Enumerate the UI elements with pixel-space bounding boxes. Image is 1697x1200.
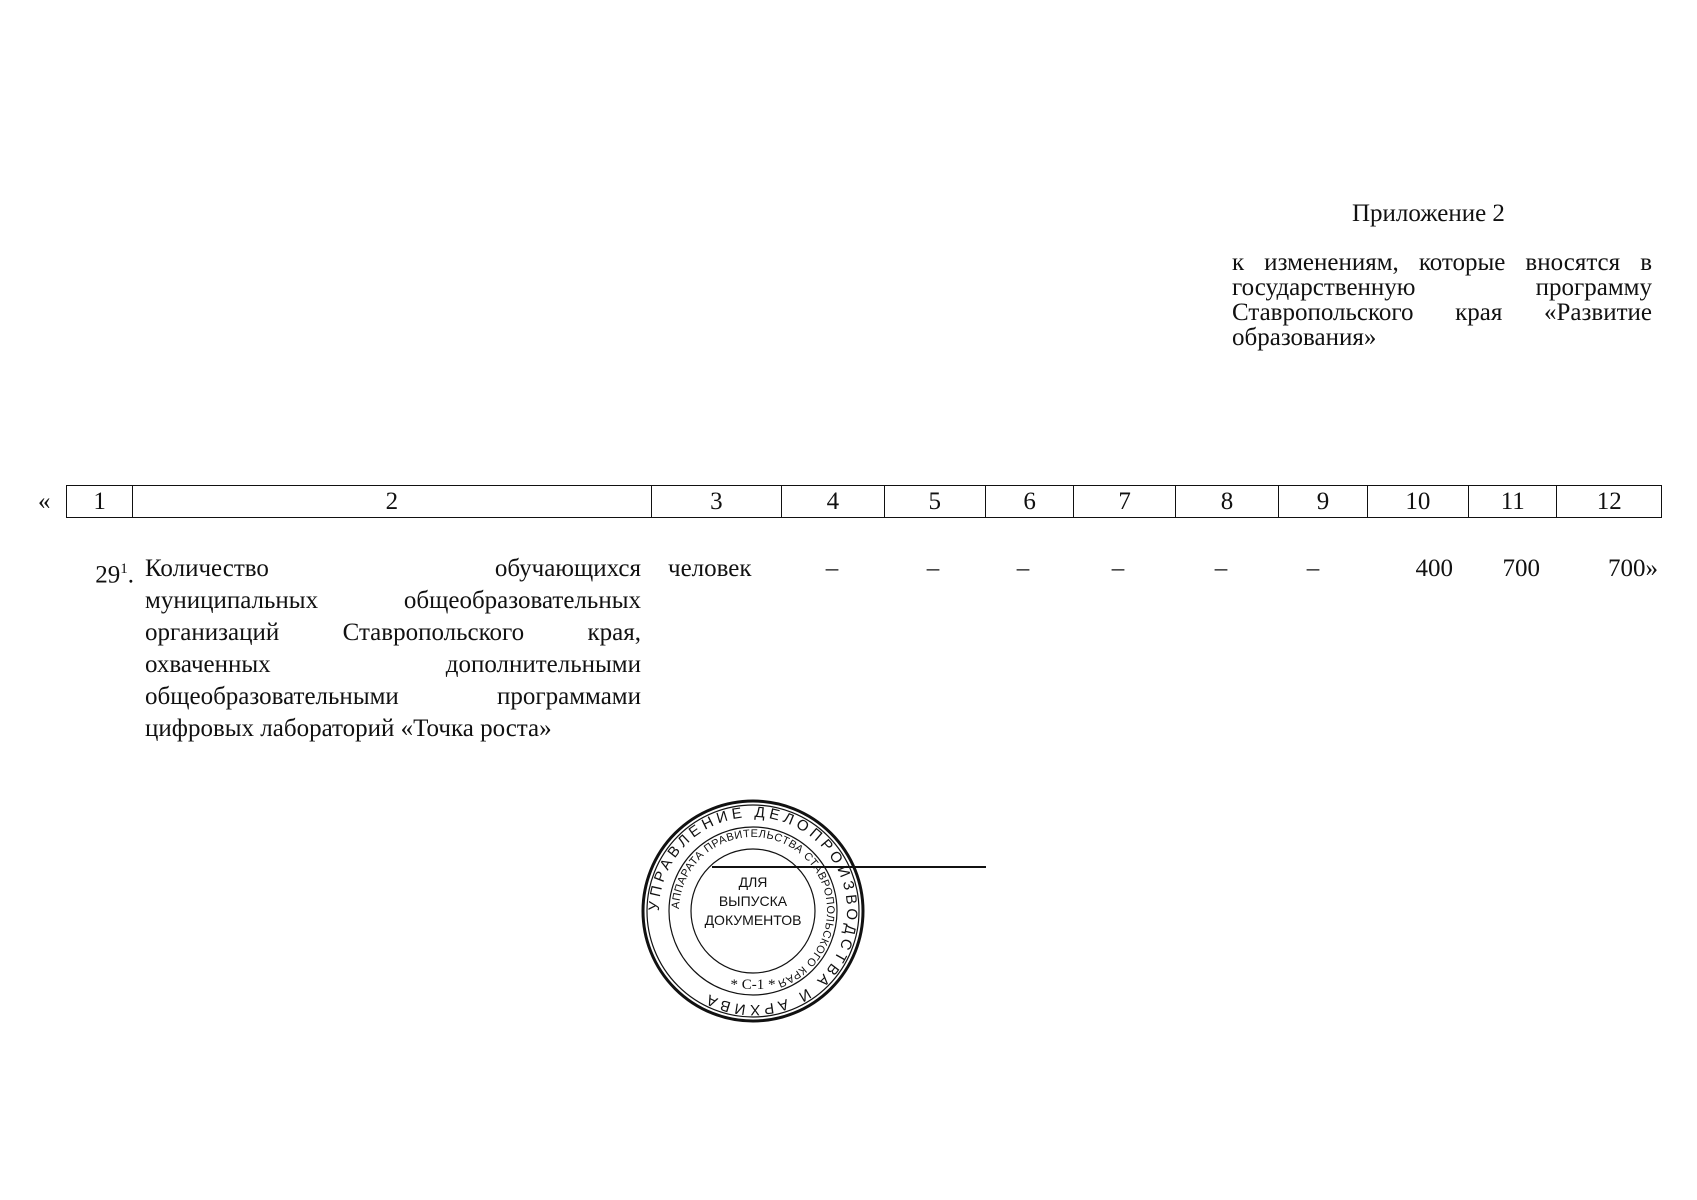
value-col-10: 400: [1415, 555, 1453, 582]
row-number: [76, 553, 134, 591]
value-col-7: –: [1111, 555, 1125, 582]
row-number-superscript: 1: [120, 561, 128, 577]
stamp-code: * С-1 *: [730, 977, 776, 993]
description-line: муниципальных общеобразовательных: [145, 587, 641, 614]
column-numbers-table: [66, 485, 1662, 518]
value-col-4: –: [825, 555, 839, 582]
column-number-cell: 3: [651, 486, 782, 518]
column-number-cell: 4: [782, 486, 884, 518]
description-line: цифровых лабораторий «Точка роста»: [145, 715, 552, 742]
opening-quote: «: [38, 488, 51, 515]
value-col-12: 700»: [1608, 555, 1658, 582]
description-line: организаций Ставропольского края,: [145, 619, 641, 646]
indicator-description: [145, 553, 641, 745]
description-line: общеобразовательными программами: [145, 683, 641, 710]
stamp-center-line: ДЛЯ: [738, 874, 768, 890]
value-col-5: –: [926, 555, 940, 582]
official-stamp: [640, 798, 866, 1024]
table-row: [0, 553, 1697, 753]
column-number-cell: 8: [1175, 486, 1278, 518]
column-number-cell: 10: [1367, 486, 1468, 518]
row-number-suffix: .: [127, 561, 134, 589]
column-number-cell: 12: [1557, 486, 1662, 518]
description-line: охваченных дополнительными: [145, 651, 641, 678]
appendix-note-line: образования»: [1232, 324, 1377, 351]
value-col-9: –: [1306, 555, 1320, 582]
appendix-note-line: в государственную программу: [1232, 249, 1653, 301]
row-number-main: 29: [95, 561, 121, 589]
stamp-center-line: ВЫПУСКА: [718, 893, 788, 909]
value-col-11: 700: [1502, 555, 1540, 582]
appendix-title: Приложение 2: [1352, 200, 1505, 227]
stamp-center-line: ДОКУМЕНТОВ: [704, 912, 802, 928]
description-line: Количество обучающихся: [145, 555, 641, 582]
stamp-outer-ring: УПРАВЛЕНИЕ ДЕЛОПРОИЗВОДСТВА И АРХИВА: [645, 803, 861, 1019]
appendix-note: [1232, 250, 1652, 350]
column-number-cell: 5: [884, 486, 985, 518]
column-number-cell: 6: [985, 486, 1073, 518]
column-number-cell: 11: [1469, 486, 1557, 518]
unit-of-measure: человек: [668, 555, 752, 582]
stamp-seal: [640, 798, 866, 1024]
stamp-inner-ring: АППАРАТА ПРАВИТЕЛЬСТВА СТАВРОПОЛЬСКОГО КРАЯ: [669, 827, 837, 990]
value-col-6: –: [1016, 555, 1030, 582]
header-row: [67, 486, 1662, 518]
column-number-cell: 2: [133, 486, 651, 518]
value-col-8: –: [1214, 555, 1228, 582]
appendix-note-line: Ставропольского края «Развитие: [1232, 299, 1652, 326]
appendix-note-line: к изменениям, которые вносятся: [1232, 249, 1621, 276]
column-number-cell: 7: [1074, 486, 1175, 518]
column-number-cell: 1: [67, 486, 133, 518]
column-number-cell: 9: [1279, 486, 1367, 518]
